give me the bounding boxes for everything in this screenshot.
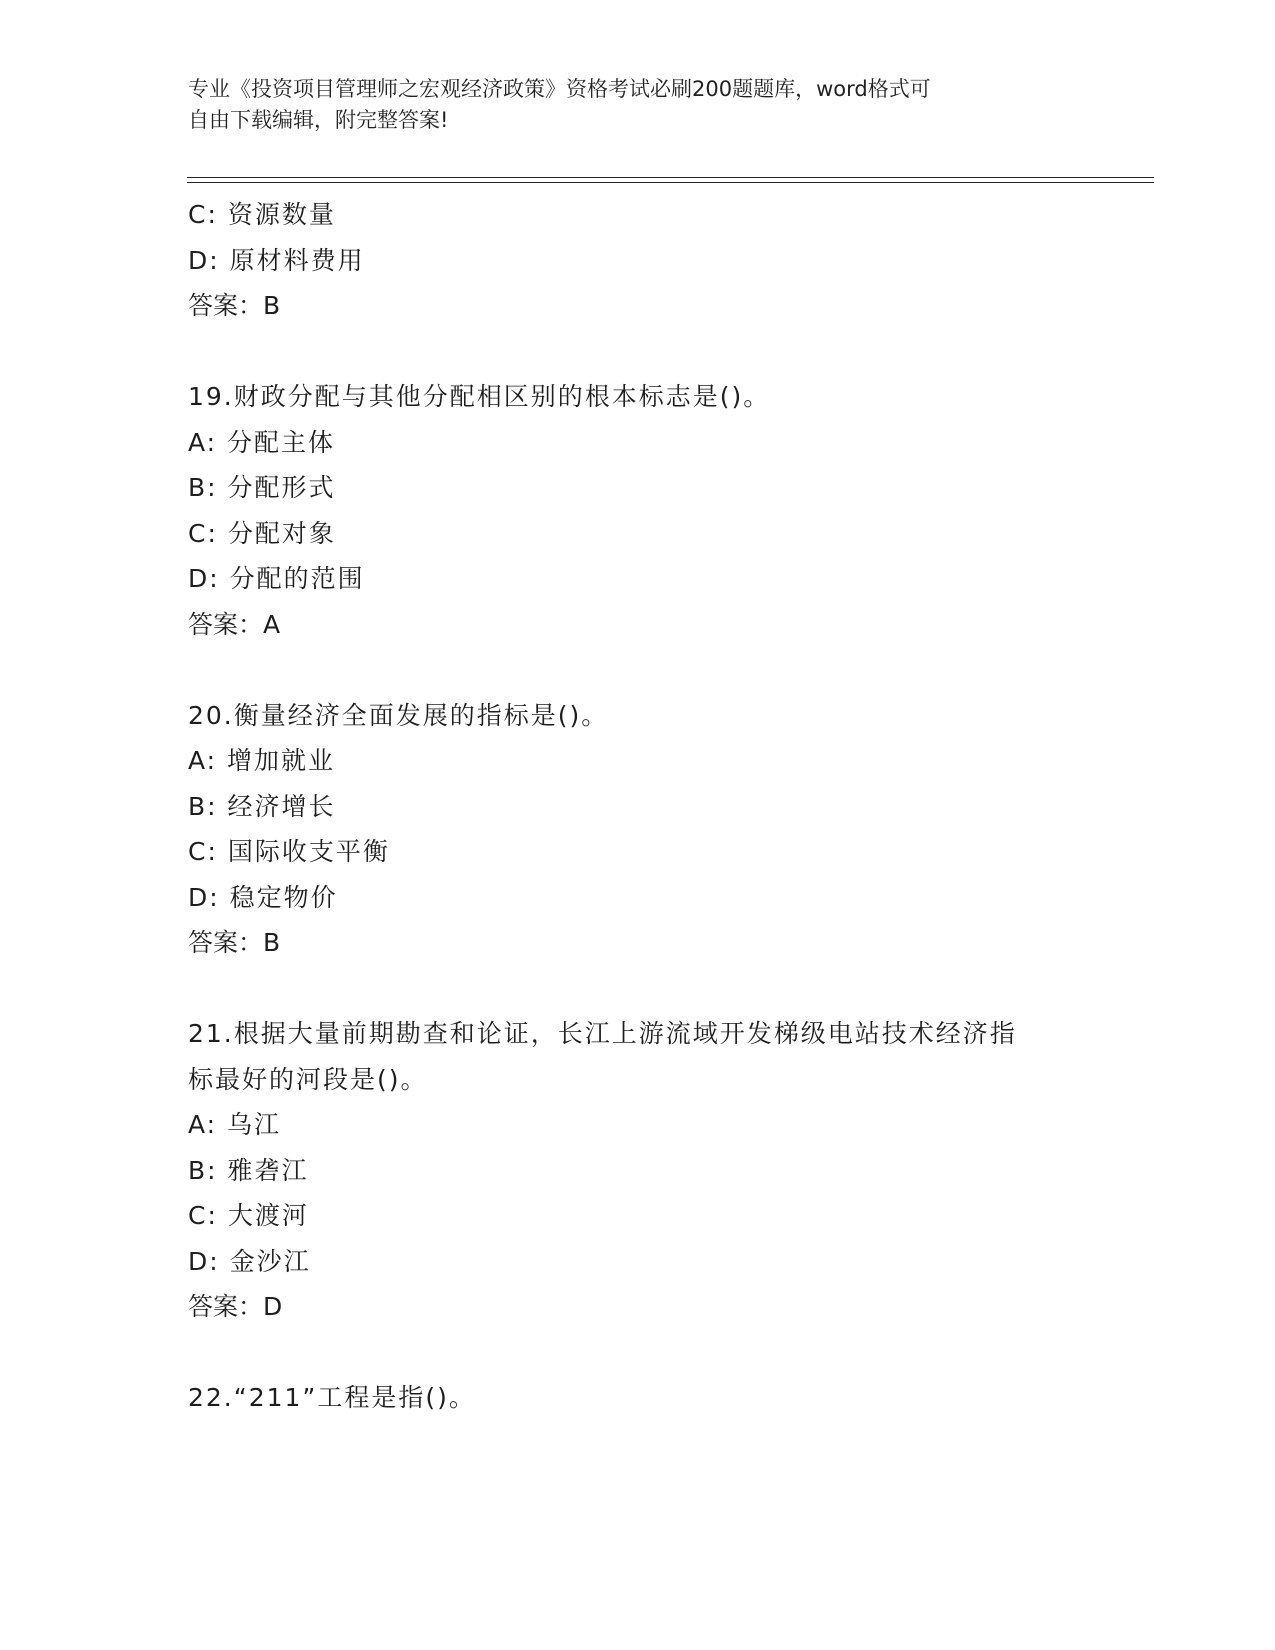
option-d: D: 分配的范围 bbox=[188, 564, 365, 593]
option-d: D: 金沙江 bbox=[188, 1246, 311, 1276]
option-a: A: 乌江 bbox=[188, 1110, 282, 1139]
option-c: C: 国际收支平衡 bbox=[188, 837, 390, 866]
answer: 答案：B bbox=[188, 928, 281, 957]
option-d: D: 稳定物价 bbox=[188, 882, 338, 912]
question-19 bbox=[188, 374, 1148, 647]
spacer bbox=[188, 329, 1148, 375]
option-b: B: 雅砻江 bbox=[188, 1155, 309, 1185]
question-22 bbox=[188, 1375, 1148, 1421]
answer: 答案：B bbox=[188, 291, 281, 320]
header-divider-top bbox=[187, 177, 1154, 178]
document-header bbox=[188, 74, 1068, 136]
option-d: D: 原材料费用 bbox=[188, 245, 365, 275]
option-c: C: 资源数量 bbox=[188, 200, 336, 229]
spacer bbox=[188, 966, 1148, 1012]
spacer bbox=[188, 1330, 1148, 1376]
question-text: 20.衡量经济全面发展的指标是()。 bbox=[188, 700, 609, 730]
option-b: B: 经济增长 bbox=[188, 791, 336, 821]
option-b: B: 分配形式 bbox=[188, 473, 336, 502]
answer: 答案：A bbox=[188, 609, 281, 639]
question-text: 22.“211”工程是指()。 bbox=[188, 1383, 476, 1412]
option-a: A: 分配主体 bbox=[188, 427, 336, 457]
question-partial bbox=[188, 192, 1148, 329]
header-line-2: 自由下载编辑，附完整答案! bbox=[188, 108, 449, 132]
header-divider-bottom bbox=[187, 182, 1154, 183]
spacer bbox=[188, 647, 1148, 693]
question-list bbox=[188, 192, 1148, 1421]
question-text-line-2: 标最好的河段是()。 bbox=[188, 1064, 428, 1094]
question-21 bbox=[188, 1011, 1148, 1330]
option-a: A: 增加就业 bbox=[188, 746, 336, 775]
question-text: 19.财政分配与其他分配相区别的根本标志是()。 bbox=[188, 382, 771, 411]
option-c: C: 分配对象 bbox=[188, 518, 336, 548]
option-c: C: 大渡河 bbox=[188, 1201, 309, 1230]
question-text-line-1: 21.根据大量前期勘查和论证，长江上游流域开发梯级电站技术经济指 bbox=[188, 1019, 1017, 1048]
answer: 答案：D bbox=[188, 1292, 283, 1321]
header-line-1: 专业《投资项目管理师之宏观经济政策》资格考试必刷200题题库，word格式可 bbox=[188, 77, 931, 101]
question-20 bbox=[188, 693, 1148, 966]
